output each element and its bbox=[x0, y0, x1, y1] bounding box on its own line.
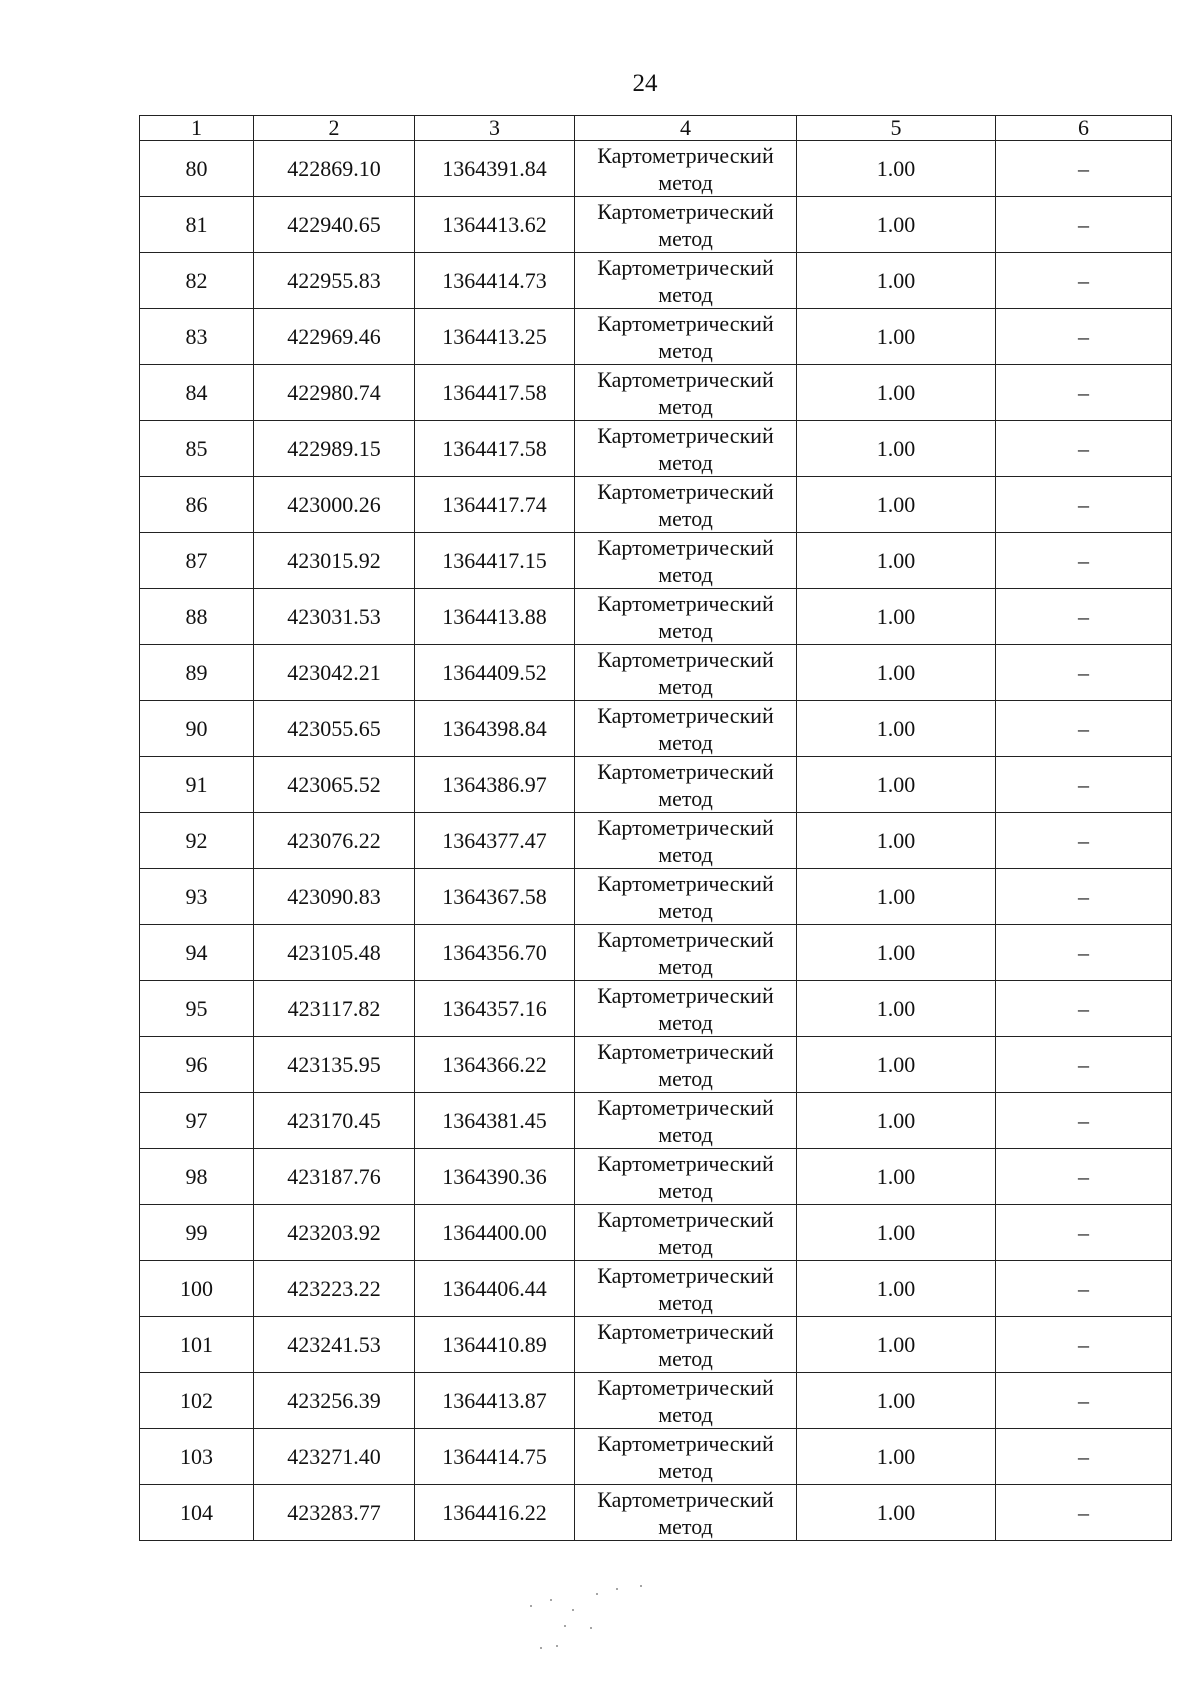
column-header-5: 5 bbox=[797, 116, 996, 141]
accuracy-cell: 1.00 bbox=[797, 309, 996, 365]
table-row bbox=[140, 1037, 1172, 1093]
table-row bbox=[140, 141, 1172, 197]
table-row bbox=[140, 645, 1172, 701]
accuracy-cell: 1.00 bbox=[797, 981, 996, 1037]
method-line-2: метод bbox=[658, 1177, 713, 1203]
description-cell: – bbox=[996, 1149, 1172, 1205]
method-line-1: Картометрический bbox=[597, 310, 774, 336]
accuracy-cell: 1.00 bbox=[797, 1485, 996, 1541]
accuracy-cell: 1.00 bbox=[797, 925, 996, 981]
method-cell bbox=[575, 813, 797, 869]
method-cell bbox=[575, 1317, 797, 1373]
column-header-3: 3 bbox=[415, 116, 575, 141]
method-line-1: Картометрический bbox=[597, 758, 774, 784]
method-cell bbox=[575, 925, 797, 981]
method-line-2: метод bbox=[658, 785, 713, 811]
method-cell bbox=[575, 421, 797, 477]
description-cell: – bbox=[996, 589, 1172, 645]
point-number-cell: 80 bbox=[140, 141, 254, 197]
coordinate-x-cell: 422940.65 bbox=[254, 197, 415, 253]
accuracy-cell: 1.00 bbox=[797, 197, 996, 253]
table-body bbox=[140, 141, 1172, 1541]
method-line-1: Картометрический bbox=[597, 422, 774, 448]
method-line-2: метод bbox=[658, 617, 713, 643]
point-number-cell: 92 bbox=[140, 813, 254, 869]
table-row bbox=[140, 477, 1172, 533]
method-line-2: метод bbox=[658, 505, 713, 531]
point-number-cell: 94 bbox=[140, 925, 254, 981]
method-line-1: Картометрический bbox=[597, 1206, 774, 1232]
method-line-2: метод bbox=[658, 897, 713, 923]
method-line-2: метод bbox=[658, 449, 713, 475]
coordinate-y-cell: 1364417.15 bbox=[415, 533, 575, 589]
method-line-1: Картометрический bbox=[597, 366, 774, 392]
accuracy-cell: 1.00 bbox=[797, 869, 996, 925]
point-number-cell: 84 bbox=[140, 365, 254, 421]
coordinate-y-cell: 1364417.58 bbox=[415, 365, 575, 421]
method-cell bbox=[575, 869, 797, 925]
coordinate-x-cell: 423031.53 bbox=[254, 589, 415, 645]
coordinate-x-cell: 423283.77 bbox=[254, 1485, 415, 1541]
method-line-2: метод bbox=[658, 1009, 713, 1035]
description-cell: – bbox=[996, 253, 1172, 309]
coordinate-y-cell: 1364413.87 bbox=[415, 1373, 575, 1429]
header-row bbox=[140, 116, 1172, 141]
table-header bbox=[140, 116, 1172, 141]
accuracy-cell: 1.00 bbox=[797, 589, 996, 645]
accuracy-cell: 1.00 bbox=[797, 1373, 996, 1429]
method-line-2: метод bbox=[658, 1345, 713, 1371]
description-cell: – bbox=[996, 1205, 1172, 1261]
coordinate-y-cell: 1364398.84 bbox=[415, 701, 575, 757]
coordinate-y-cell: 1364410.89 bbox=[415, 1317, 575, 1373]
method-line-1: Картометрический bbox=[597, 254, 774, 280]
method-line-1: Картометрический bbox=[597, 702, 774, 728]
method-cell bbox=[575, 1037, 797, 1093]
method-line-2: метод bbox=[658, 841, 713, 867]
method-line-1: Картометрический bbox=[597, 1038, 774, 1064]
point-number-cell: 96 bbox=[140, 1037, 254, 1093]
table-row bbox=[140, 981, 1172, 1037]
accuracy-cell: 1.00 bbox=[797, 253, 996, 309]
coordinate-y-cell: 1364391.84 bbox=[415, 141, 575, 197]
coordinate-x-cell: 423042.21 bbox=[254, 645, 415, 701]
method-line-2: метод bbox=[658, 169, 713, 195]
method-line-2: метод bbox=[658, 281, 713, 307]
method-line-2: метод bbox=[658, 225, 713, 251]
method-line-2: метод bbox=[658, 1289, 713, 1315]
method-line-1: Картометрический bbox=[597, 1262, 774, 1288]
point-number-cell: 82 bbox=[140, 253, 254, 309]
method-cell bbox=[575, 141, 797, 197]
point-number-cell: 93 bbox=[140, 869, 254, 925]
method-cell bbox=[575, 701, 797, 757]
coordinate-y-cell: 1364414.73 bbox=[415, 253, 575, 309]
table-row bbox=[140, 1261, 1172, 1317]
point-number-cell: 81 bbox=[140, 197, 254, 253]
method-line-1: Картометрический bbox=[597, 814, 774, 840]
table-row bbox=[140, 1149, 1172, 1205]
coordinate-x-cell: 423076.22 bbox=[254, 813, 415, 869]
coordinate-x-cell: 423170.45 bbox=[254, 1093, 415, 1149]
method-line-1: Картометрический bbox=[597, 1486, 774, 1512]
coordinate-x-cell: 423241.53 bbox=[254, 1317, 415, 1373]
method-cell bbox=[575, 365, 797, 421]
method-line-1: Картометрический bbox=[597, 982, 774, 1008]
method-line-2: метод bbox=[658, 1121, 713, 1147]
accuracy-cell: 1.00 bbox=[797, 645, 996, 701]
accuracy-cell: 1.00 bbox=[797, 757, 996, 813]
accuracy-cell: 1.00 bbox=[797, 477, 996, 533]
method-cell bbox=[575, 1485, 797, 1541]
coordinate-x-cell: 422969.46 bbox=[254, 309, 415, 365]
point-number-cell: 97 bbox=[140, 1093, 254, 1149]
method-line-1: Картометрический bbox=[597, 198, 774, 224]
coordinate-x-cell: 423223.22 bbox=[254, 1261, 415, 1317]
description-cell: – bbox=[996, 309, 1172, 365]
method-line-2: метод bbox=[658, 953, 713, 979]
point-number-cell: 87 bbox=[140, 533, 254, 589]
table-row bbox=[140, 589, 1172, 645]
point-number-cell: 104 bbox=[140, 1485, 254, 1541]
description-cell: – bbox=[996, 141, 1172, 197]
coordinate-x-cell: 423256.39 bbox=[254, 1373, 415, 1429]
coordinate-y-cell: 1364356.70 bbox=[415, 925, 575, 981]
point-number-cell: 89 bbox=[140, 645, 254, 701]
description-cell: – bbox=[996, 197, 1172, 253]
method-line-1: Картометрический bbox=[597, 1094, 774, 1120]
method-cell bbox=[575, 1261, 797, 1317]
coordinate-y-cell: 1364406.44 bbox=[415, 1261, 575, 1317]
method-cell bbox=[575, 981, 797, 1037]
method-line-2: метод bbox=[658, 561, 713, 587]
description-cell: – bbox=[996, 365, 1172, 421]
method-line-1: Картометрический bbox=[597, 870, 774, 896]
table-row bbox=[140, 1093, 1172, 1149]
accuracy-cell: 1.00 bbox=[797, 1317, 996, 1373]
point-number-cell: 90 bbox=[140, 701, 254, 757]
description-cell: – bbox=[996, 477, 1172, 533]
table-row bbox=[140, 365, 1172, 421]
method-cell bbox=[575, 533, 797, 589]
coordinate-x-cell: 422989.15 bbox=[254, 421, 415, 477]
column-header-6: 6 bbox=[996, 116, 1172, 141]
page-number: 24 bbox=[632, 70, 658, 97]
method-cell bbox=[575, 477, 797, 533]
method-line-1: Картометрический bbox=[597, 1374, 774, 1400]
description-cell: – bbox=[996, 1037, 1172, 1093]
method-cell bbox=[575, 253, 797, 309]
table-row bbox=[140, 813, 1172, 869]
column-header-2: 2 bbox=[254, 116, 415, 141]
description-cell: – bbox=[996, 757, 1172, 813]
coordinate-x-cell: 422980.74 bbox=[254, 365, 415, 421]
coordinate-x-cell: 423055.65 bbox=[254, 701, 415, 757]
method-line-1: Картометрический bbox=[597, 926, 774, 952]
accuracy-cell: 1.00 bbox=[797, 1429, 996, 1485]
coordinate-y-cell: 1364413.62 bbox=[415, 197, 575, 253]
coordinate-y-cell: 1364414.75 bbox=[415, 1429, 575, 1485]
coordinates-table bbox=[139, 115, 1172, 1541]
method-cell bbox=[575, 1093, 797, 1149]
column-header-1: 1 bbox=[140, 116, 254, 141]
method-line-2: метод bbox=[658, 1065, 713, 1091]
coordinate-x-cell: 423135.95 bbox=[254, 1037, 415, 1093]
table-row bbox=[140, 1485, 1172, 1541]
coordinate-y-cell: 1364366.22 bbox=[415, 1037, 575, 1093]
method-cell bbox=[575, 1429, 797, 1485]
coordinate-x-cell: 423117.82 bbox=[254, 981, 415, 1037]
description-cell: – bbox=[996, 1093, 1172, 1149]
accuracy-cell: 1.00 bbox=[797, 365, 996, 421]
point-number-cell: 95 bbox=[140, 981, 254, 1037]
method-cell bbox=[575, 309, 797, 365]
coordinate-x-cell: 423090.83 bbox=[254, 869, 415, 925]
point-number-cell: 98 bbox=[140, 1149, 254, 1205]
point-number-cell: 88 bbox=[140, 589, 254, 645]
coordinate-y-cell: 1364357.16 bbox=[415, 981, 575, 1037]
point-number-cell: 83 bbox=[140, 309, 254, 365]
coordinate-x-cell: 423015.92 bbox=[254, 533, 415, 589]
coordinate-y-cell: 1364413.88 bbox=[415, 589, 575, 645]
coordinate-x-cell: 423065.52 bbox=[254, 757, 415, 813]
description-cell: – bbox=[996, 701, 1172, 757]
description-cell: – bbox=[996, 1317, 1172, 1373]
description-cell: – bbox=[996, 869, 1172, 925]
accuracy-cell: 1.00 bbox=[797, 701, 996, 757]
table-row bbox=[140, 701, 1172, 757]
coordinate-y-cell: 1364367.58 bbox=[415, 869, 575, 925]
method-line-2: метод bbox=[658, 673, 713, 699]
description-cell: – bbox=[996, 645, 1172, 701]
coordinate-x-cell: 423000.26 bbox=[254, 477, 415, 533]
coordinate-y-cell: 1364381.45 bbox=[415, 1093, 575, 1149]
method-line-1: Картометрический bbox=[597, 478, 774, 504]
method-line-2: метод bbox=[658, 729, 713, 755]
coordinate-y-cell: 1364390.36 bbox=[415, 1149, 575, 1205]
method-line-1: Картометрический bbox=[597, 1150, 774, 1176]
method-line-2: метод bbox=[658, 337, 713, 363]
accuracy-cell: 1.00 bbox=[797, 141, 996, 197]
coordinate-y-cell: 1364377.47 bbox=[415, 813, 575, 869]
coordinate-x-cell: 423105.48 bbox=[254, 925, 415, 981]
description-cell: – bbox=[996, 981, 1172, 1037]
point-number-cell: 100 bbox=[140, 1261, 254, 1317]
accuracy-cell: 1.00 bbox=[797, 1037, 996, 1093]
table-row bbox=[140, 421, 1172, 477]
coordinate-y-cell: 1364386.97 bbox=[415, 757, 575, 813]
table-row bbox=[140, 757, 1172, 813]
method-line-1: Картометрический bbox=[597, 142, 774, 168]
method-line-2: метод bbox=[658, 393, 713, 419]
point-number-cell: 103 bbox=[140, 1429, 254, 1485]
accuracy-cell: 1.00 bbox=[797, 813, 996, 869]
point-number-cell: 99 bbox=[140, 1205, 254, 1261]
method-cell bbox=[575, 1205, 797, 1261]
point-number-cell: 102 bbox=[140, 1373, 254, 1429]
point-number-cell: 85 bbox=[140, 421, 254, 477]
table-row bbox=[140, 925, 1172, 981]
method-cell bbox=[575, 589, 797, 645]
accuracy-cell: 1.00 bbox=[797, 1261, 996, 1317]
accuracy-cell: 1.00 bbox=[797, 1205, 996, 1261]
method-cell bbox=[575, 1373, 797, 1429]
coordinate-y-cell: 1364416.22 bbox=[415, 1485, 575, 1541]
method-line-1: Картометрический bbox=[597, 1430, 774, 1456]
method-line-2: метод bbox=[658, 1513, 713, 1539]
description-cell: – bbox=[996, 1485, 1172, 1541]
method-line-1: Картометрический bbox=[597, 1318, 774, 1344]
accuracy-cell: 1.00 bbox=[797, 1093, 996, 1149]
method-cell bbox=[575, 757, 797, 813]
table-row bbox=[140, 197, 1172, 253]
description-cell: – bbox=[996, 1373, 1172, 1429]
method-line-1: Картометрический bbox=[597, 590, 774, 616]
accuracy-cell: 1.00 bbox=[797, 1149, 996, 1205]
table-row bbox=[140, 253, 1172, 309]
coordinate-x-cell: 422869.10 bbox=[254, 141, 415, 197]
description-cell: – bbox=[996, 1261, 1172, 1317]
description-cell: – bbox=[996, 533, 1172, 589]
table-row bbox=[140, 533, 1172, 589]
table-row bbox=[140, 309, 1172, 365]
table-row bbox=[140, 1429, 1172, 1485]
method-line-2: метод bbox=[658, 1401, 713, 1427]
table-row bbox=[140, 869, 1172, 925]
coordinate-x-cell: 423203.92 bbox=[254, 1205, 415, 1261]
method-cell bbox=[575, 645, 797, 701]
coordinate-y-cell: 1364413.25 bbox=[415, 309, 575, 365]
method-line-2: метод bbox=[658, 1457, 713, 1483]
point-number-cell: 86 bbox=[140, 477, 254, 533]
method-line-2: метод bbox=[658, 1233, 713, 1259]
table-row bbox=[140, 1317, 1172, 1373]
accuracy-cell: 1.00 bbox=[797, 421, 996, 477]
coordinate-x-cell: 423271.40 bbox=[254, 1429, 415, 1485]
accuracy-cell: 1.00 bbox=[797, 533, 996, 589]
description-cell: – bbox=[996, 925, 1172, 981]
coordinate-x-cell: 422955.83 bbox=[254, 253, 415, 309]
table-row bbox=[140, 1373, 1172, 1429]
method-cell bbox=[575, 197, 797, 253]
point-number-cell: 91 bbox=[140, 757, 254, 813]
description-cell: – bbox=[996, 813, 1172, 869]
method-cell bbox=[575, 1149, 797, 1205]
description-cell: – bbox=[996, 1429, 1172, 1485]
coordinate-x-cell: 423187.76 bbox=[254, 1149, 415, 1205]
scan-specks bbox=[520, 1585, 700, 1655]
table-row bbox=[140, 1205, 1172, 1261]
method-line-1: Картометрический bbox=[597, 534, 774, 560]
coordinate-y-cell: 1364417.58 bbox=[415, 421, 575, 477]
column-header-4: 4 bbox=[575, 116, 797, 141]
coordinate-y-cell: 1364417.74 bbox=[415, 477, 575, 533]
point-number-cell: 101 bbox=[140, 1317, 254, 1373]
description-cell: – bbox=[996, 421, 1172, 477]
method-line-1: Картометрический bbox=[597, 646, 774, 672]
coordinate-y-cell: 1364400.00 bbox=[415, 1205, 575, 1261]
coordinate-y-cell: 1364409.52 bbox=[415, 645, 575, 701]
